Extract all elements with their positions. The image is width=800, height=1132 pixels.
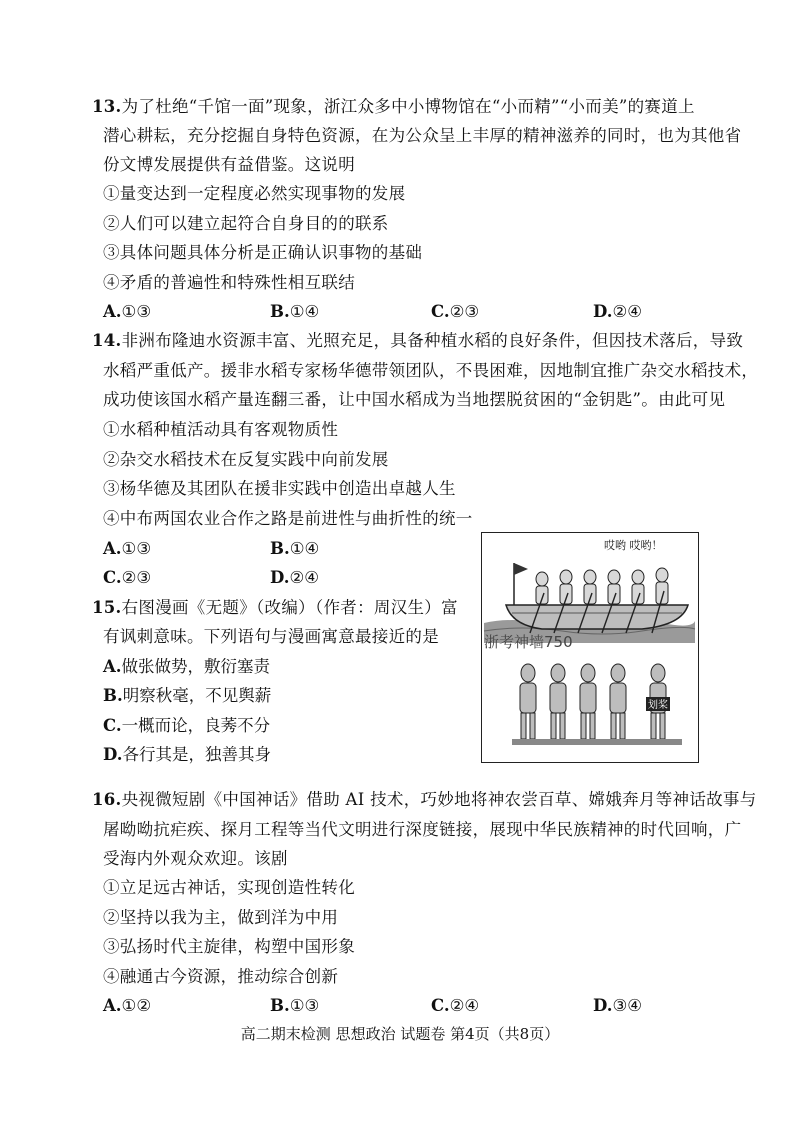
q15-stem-line-2: 有讽刺意味。下列语句与漫画寓意最接近的是 [103,627,439,646]
cartoon-sign-text: 划桨 [648,700,668,711]
q14-option-a[interactable]: A.①③ [103,539,152,558]
q14-stem-line-1: 14.非洲布隆迪水资源丰富、光照充足，具备种植水稻的良好条件，但因技术落后，导致 [92,331,744,350]
cartoon-speech-text: 哎哟 哎哟！ [604,539,663,552]
q13-item-3: ③具体问题具体分析是正确认识事物的基础 [103,243,423,262]
q16-stem-line-3: 受海内外观众欢迎。该剧 [103,849,288,868]
q16-stem-line-2: 屠呦呦抗疟疾、探月工程等当代文明进行深度链接，展现中华民族精神的时代回响，广 [103,820,742,839]
q14-item-1: ①水稻种植活动具有客观物质性 [103,420,339,439]
q13-option-b[interactable]: B.①④ [270,302,320,321]
q13-option-d[interactable]: D.②④ [593,302,643,321]
q16-number: 16. [92,790,122,809]
page-footer: 高二期末检测 思想政治 试题卷 第4页（共8页） [240,1025,560,1043]
q16-item-4: ④融通古今资源，推动综合创新 [103,967,339,986]
cartoon-illustration [481,532,699,763]
q15-stem-line-1: 15.右图漫画《无题》（改编）（作者：周汉生）富 [92,598,458,617]
q15-option-d[interactable]: D.各行其是，独善其身 [103,745,271,764]
q13-stem-line-2: 潜心耕耘，充分挖掘自身特色资源，在为公众呈上丰厚的精神滋养的同时，也为其他省 [103,126,742,145]
q13-number: 13. [92,97,122,116]
rowing-boat-scene [484,535,695,643]
q14-item-2: ②杂交水稻技术在反复实践中向前发展 [103,450,389,469]
q13-item-1: ①量变达到一定程度必然实现事物的发展 [103,184,406,203]
q15-option-a[interactable]: A.做张做势，敷衍塞责 [103,657,271,676]
q14-stem-line-3: 成功使该国水稻产量连翻三番，让中国水稻成为当地摆脱贫困的“金钥匙”。由此可见 [103,390,726,409]
q13-item-2: ②人们可以建立起符合自身目的的联系 [103,214,389,233]
q14-option-b[interactable]: B.①④ [270,539,320,558]
standing-figures-scene [484,653,695,759]
q15-number: 15. [92,598,122,617]
cartoon-watermark: 浙考神墙750 [484,633,573,651]
q14-stem-line-2: 水稻严重低产。援非水稻专家杨华德带领团队，不畏困难，因地制宜推广杂交水稻技术， [103,361,759,380]
q14-item-3: ③杨华德及其团队在援非实践中创造出卓越人生 [103,479,456,498]
q16-item-3: ③弘扬时代主旋律，构塑中国形象 [103,937,355,956]
q13-stem-line-3: 份文博发展提供有益借鉴。这说明 [103,155,355,174]
q13-option-a[interactable]: A.①③ [103,302,152,321]
q16-stem-line-1: 16.央视微短剧《中国神话》借助 AI 技术，巧妙地将神农尝百草、嫦娥奔月等神话故事与 [92,790,757,809]
q14-option-d[interactable]: D.②④ [270,568,320,587]
q14-number: 14. [92,331,122,350]
q13-option-c[interactable]: C.②③ [431,302,480,321]
q14-item-4: ④中布两国农业合作之路是前进性与曲折性的统一 [103,509,473,528]
q16-item-1: ①立足远古神话，实现创造性转化 [103,878,355,897]
q15-option-b[interactable]: B.明察秋毫，不见舆薪 [103,686,272,705]
q16-option-b[interactable]: B.①③ [270,996,320,1015]
q16-option-a[interactable]: A.①② [103,996,152,1015]
q13-stem-line-1: 13.为了杜绝“千馆一面”现象，浙江众多中小博物馆在“小而精”“小而美”的赛道上 [92,97,695,116]
q16-option-c[interactable]: C.②④ [431,996,480,1015]
q13-item-4: ④矛盾的普遍性和特殊性相互联结 [103,273,355,292]
q16-item-2: ②坚持以我为主，做到洋为中用 [103,908,339,927]
q14-option-c[interactable]: C.②③ [103,568,152,587]
q15-option-c[interactable]: C.一概而论，良莠不分 [103,716,271,735]
q16-option-d[interactable]: D.③④ [593,996,643,1015]
